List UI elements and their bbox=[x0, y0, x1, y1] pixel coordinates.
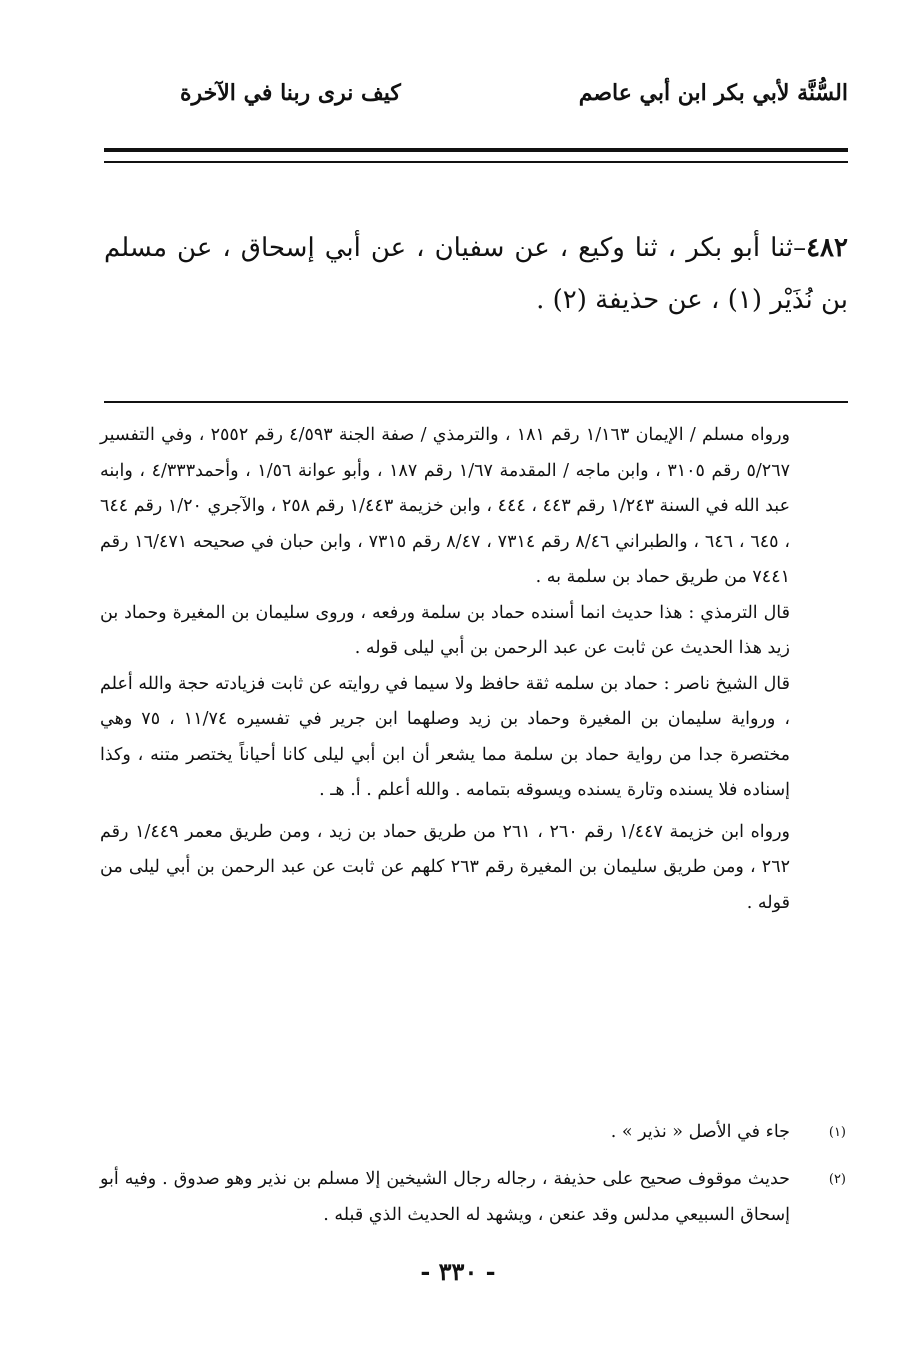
commentary bbox=[100, 418, 790, 921]
hadith-number: ٤٨٢ bbox=[806, 233, 848, 263]
chapter-title: كيف نرى ربنا في الآخرة bbox=[180, 80, 401, 106]
commentary-paragraph: ورواه ابن خزيمة ١/٤٤٧ رقم ٢٦٠ ، ٢٦١ من طريق حماد بن زيد ، ومن طريق معمر ١/٤٤٩ رقم ٢٦٢ ، ومن طريق سليمان بن المغيرة رقم ٢٦٣ كلهم عن ثابت عن عبد الرحمن بن أبي ليلى من قوله . bbox=[100, 821, 790, 913]
commentary-paragraph: ورواه مسلم / الإيمان ١/١٦٣ رقم ١٨١ ، والترمذي / صفة الجنة ٤/٥٩٣ رقم ٢٥٥٢ ، وفي التفسير ٥/٢٦٧ رقم ٣١٠٥ ، وابن ماجه / المقدمة ١/٦٧ رقم ١٨٧ ، وأبو عوانة ١/٥٦ ، وأحمد٤/٣٣٣ ، وابنه عبد الله في السنة ١/٢٤٣ رقم ٤٤٣ ، ٤٤٤ ، وابن خزيمة ١/٤٤٣ رقم ٢٥٨ ، والآجري ١/٢٠ رقم ٦٤٤ ، ٦٤٥ ، ٦٤٦ ، والطبراني ٨/٤٦ رقم ٧٣١٤ ، ٨/٤٧ رقم ٧٣١٥ ، وابن حبان في صحيحه ١٦/٤٧١ رقم ٧٤٤١ من طريق حماد بن سلمة به . bbox=[100, 425, 791, 587]
hadith-text bbox=[104, 222, 848, 326]
footnote bbox=[100, 1115, 846, 1151]
footnote-text: جاء في الأصل « نذير » . bbox=[610, 1122, 790, 1142]
header-rule-thick bbox=[104, 148, 848, 152]
footnote-separator bbox=[104, 401, 848, 403]
commentary-paragraph: قال الترمذي : هذا حديث انما أسنده حماد بن سلمة ورفعه ، وروى سليمان بن المغيرة وحماد بن زيد هذا الحديث عن ثابت عن عبد الرحمن بن أبي ليلى قوله . bbox=[100, 602, 790, 658]
footnote-number: (١) bbox=[828, 1125, 846, 1140]
hadith-body: –ثنا أبو بكر ، ثنا وكيع ، عن سفيان ، عن أبي إسحاق ، عن مسلم بن نُذَيْر (١) ، عن حذيفة (٢) . bbox=[104, 233, 848, 315]
book-title: السُّنَّة لأبي بكر ابن أبي عاصم bbox=[578, 80, 848, 106]
header-rule-thin bbox=[104, 161, 848, 163]
commentary-paragraph: قال الشيخ ناصر : حماد بن سلمه ثقة حافظ ولا سيما في روايته عن ثابت فزيادته حجة والله أعلم ، ورواية سليمان بن المغيرة وحماد بن زيد وصلهما ابن جرير في تفسيره ١١/٧٤ ، ٧٥ وهي مختصرة جدا من رواية حماد بن سلمة مما يشعر أن ابن أبي ليلى كانا أحياناً يختصر متنه ، وكذا إسناده فلا يسنده وتارة يسنده ويسوقه بتمامه . والله أعلم . أ. هـ . bbox=[100, 673, 790, 800]
footnote bbox=[100, 1162, 846, 1233]
running-header bbox=[180, 80, 848, 120]
footnote-number: (٢) bbox=[828, 1172, 846, 1187]
page-number: - ٣٣٠ - bbox=[420, 1257, 496, 1286]
footnote-text: حديث موقوف صحيح على حذيفة ، رجاله رجال الشيخين إلا مسلم بن نذير وهو صدوق . وفيه أبو إسحاق السبيعي مدلس وقد عنعن ، ويشهد له الحديث الذي قبله . bbox=[100, 1169, 790, 1225]
